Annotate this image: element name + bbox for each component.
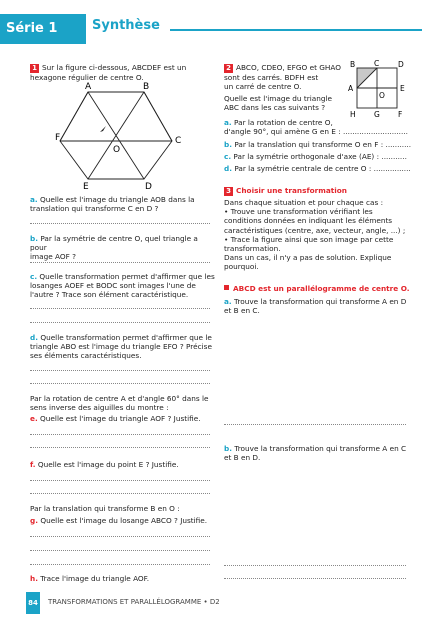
ex3-bullet1-line2: conditions données en indiquant les éléments [224, 216, 393, 226]
page-number: 84 [26, 592, 40, 614]
answer-line[interactable] [30, 447, 210, 448]
answer-line[interactable] [30, 434, 210, 435]
point-h2: H [350, 110, 356, 119]
arrow-mark-icon [100, 126, 106, 132]
ex1-intro-line2: hexagone régulier de centre O. [30, 73, 144, 82]
ex3-qa-line2: et B en C. [224, 306, 260, 316]
ex1-qb-line2: image AOF ? [30, 252, 77, 262]
ex3-bullet3-line2: pourquoi. [224, 262, 259, 272]
answer-line[interactable] [224, 565, 406, 566]
ex1-intro-line1: Sur la figure ci-dessous, ABCDEF est un [42, 63, 187, 72]
point-f: F [55, 133, 61, 143]
ex2-number: 2 [224, 64, 233, 73]
ex1-question-g [30, 516, 215, 525]
ex1-number: 1 [30, 64, 39, 73]
ex1-qe-text: Quelle est l'image du triangle AOF ? Justifie. [37, 414, 201, 423]
ex2-q-line1: Quelle est l'image du triangle [224, 94, 332, 103]
point-e: E [83, 182, 89, 192]
ex2-qd-tag: d. [224, 164, 232, 173]
ex3-qb-line2: et B en D. [224, 453, 261, 463]
ex2-qa-tag: a. [224, 118, 232, 127]
point-a: A [85, 82, 92, 92]
ex1-question-c [30, 272, 215, 300]
ex1-rot-line2: sens inverse des aiguilles du montre : [30, 403, 169, 413]
ex1-question-e [30, 414, 215, 423]
point-c: C [175, 136, 182, 146]
ex2-qa-line1: Par la rotation de centre O, [231, 118, 333, 127]
ex2-question-b [224, 140, 424, 149]
ex1-qc-line3: l'autre ? Trace son élément caractéristique. [30, 290, 189, 300]
ex2-intro [224, 63, 344, 91]
ex2-qa-line2: d'angle 90°, qui amène G en E : ............................ [224, 127, 408, 137]
ex2-q-line2: ABC dans les cas suivants ? [224, 103, 326, 113]
answer-line[interactable] [30, 536, 210, 537]
qh-tag: h. [30, 574, 38, 583]
ex2-intro-line2: sont des carrés. BDFH est [224, 73, 319, 82]
ex2-question-c [224, 152, 424, 161]
series-badge: Série 1 [0, 14, 86, 44]
ex1-qd-line2: triangle ABO est l'image du triangle EFO ? Précise [30, 342, 212, 352]
ex3-qb-line1: Trouve la transformation qui transforme A en C [232, 444, 407, 453]
ex3-qa-tag: a. [224, 297, 232, 306]
ex1-qa-line1: Quelle est l'image du triangle AOB dans la [37, 195, 195, 204]
ex2-qb-tag: b. [224, 140, 232, 149]
answer-line[interactable] [30, 493, 210, 494]
answer-line[interactable] [30, 370, 210, 371]
point-c2: C [374, 59, 380, 68]
qg-tag: g. [30, 516, 38, 525]
page-title: Synthèse [92, 18, 160, 33]
ex1-qb-line1: Par la symétrie de centre O, quel triangle a pour [30, 234, 198, 253]
ex2-question-d [224, 164, 424, 173]
ex1-question-a [30, 195, 215, 213]
answer-line[interactable] [30, 223, 210, 224]
ex2-question [224, 94, 344, 112]
ex3-qb-tag: b. [224, 444, 232, 453]
ex3-bullet2-line1: • Trace la figure ainsi que son image par cette [224, 234, 394, 244]
ex2-qc-tag: c. [224, 152, 232, 161]
square-bullet-icon [224, 285, 229, 290]
side-bc [144, 92, 172, 141]
ex3-number: 3 [224, 187, 233, 196]
ex2-intro-line1: ABCO, CDEO, EFGO et GHAO [236, 63, 341, 72]
qc-tag: c. [30, 272, 38, 281]
ex1-rotation-intro [30, 394, 215, 412]
ex1-question-d [30, 333, 215, 361]
ex2-qd-text: Par la symétrie centrale de centre O : ................ [232, 164, 411, 173]
ex1-qf-text: Quelle est l'image du point E ? Justifie. [35, 460, 179, 469]
ex3-bullet3-line1: Dans un cas, il n'y a pas de solution. Explique [224, 253, 392, 263]
ex1-qc-line2: losanges AOEF et BODC sont images l'une de [30, 281, 196, 291]
ex2-question-a [224, 118, 424, 136]
ex3-subtitle [224, 284, 424, 293]
point-o: O [113, 145, 121, 155]
ex3-instructions [224, 198, 406, 272]
ex1-question-f [30, 460, 215, 469]
ex1-qh-text: Trace l'image du triangle AOF. [37, 574, 150, 583]
qa-tag: a. [30, 195, 38, 204]
answer-line[interactable] [30, 480, 210, 481]
answer-line[interactable] [30, 322, 210, 323]
ex2-intro-line3: un carré de centre O. [224, 82, 302, 92]
ex1-qd-line1: Quelle transformation permet d'affirmer que le [38, 333, 212, 342]
answer-line[interactable] [224, 578, 406, 579]
point-e2: E [400, 84, 405, 93]
answer-line[interactable] [30, 262, 210, 263]
ex1-qd-line3: ses éléments caractéristiques. [30, 351, 142, 361]
ex1-rot-line1: Par la rotation de centre A et d'angle 60° dans le [30, 394, 209, 403]
answer-line[interactable] [30, 550, 210, 551]
ex3-question-a [224, 297, 409, 315]
ex3-bullet1-line3: caractéristiques (centre, axe, vecteur, angle, ...) ; [224, 225, 406, 235]
ex3-bullet2-line2: transformation. [224, 244, 281, 254]
ex2-qb-text: Par la translation qui transforme O en F : ........... [232, 140, 412, 149]
point-b2: B [350, 60, 356, 69]
ex3-heading [224, 186, 424, 196]
point-o2: O [379, 91, 385, 100]
chapter-footer: TRANSFORMATIONS ET PARALLÉLOGRAMME • D2 [48, 598, 220, 606]
answer-line[interactable] [30, 308, 210, 309]
ex3-question-b [224, 444, 409, 462]
point-d2: D [398, 60, 404, 69]
side-af [60, 92, 88, 141]
point-d: D [145, 182, 152, 192]
ex1-qg-text: Quelle est l'image du losange ABCO ? Justifie. [38, 516, 208, 525]
header-rule [170, 29, 422, 31]
ex3-title: Choisir une transformation [236, 186, 347, 195]
ex1-qa-line2: translation qui transforme C en D ? [30, 204, 159, 214]
answer-line[interactable] [30, 383, 210, 384]
answer-line[interactable] [30, 564, 210, 565]
squares-figure [345, 58, 415, 122]
ex1-qc-line1: Quelle transformation permet d'affirmer que les [37, 272, 215, 281]
ex3-bullet1-line1: • Trouve une transformation vérifiant les [224, 207, 373, 217]
qd-tag: d. [30, 333, 38, 342]
qf-tag: f. [30, 460, 36, 469]
point-g2: G [374, 110, 380, 119]
answer-line[interactable] [224, 424, 406, 425]
ex3-subtitle-text: ABCD est un parallélogramme de centre O. [233, 284, 410, 293]
hexagon-figure [55, 80, 195, 192]
ex1-question-b [30, 234, 215, 262]
ex3-intro: Dans chaque situation et pour chaque cas : [224, 198, 384, 207]
point-a2: A [348, 84, 354, 93]
ex1-question-h [30, 574, 215, 583]
ex1-translation-intro: Par la translation qui transforme B en O : [30, 504, 180, 513]
qe-tag: e. [30, 414, 38, 423]
point-b: B [143, 82, 150, 92]
qb-tag: b. [30, 234, 38, 243]
ex3-qa-line1: Trouve la transformation qui transforme A en D [231, 297, 407, 306]
ex2-qc-text: Par la symétrie orthogonale d'axe (AE) : ........... [231, 152, 407, 161]
point-f2: F [398, 110, 403, 119]
